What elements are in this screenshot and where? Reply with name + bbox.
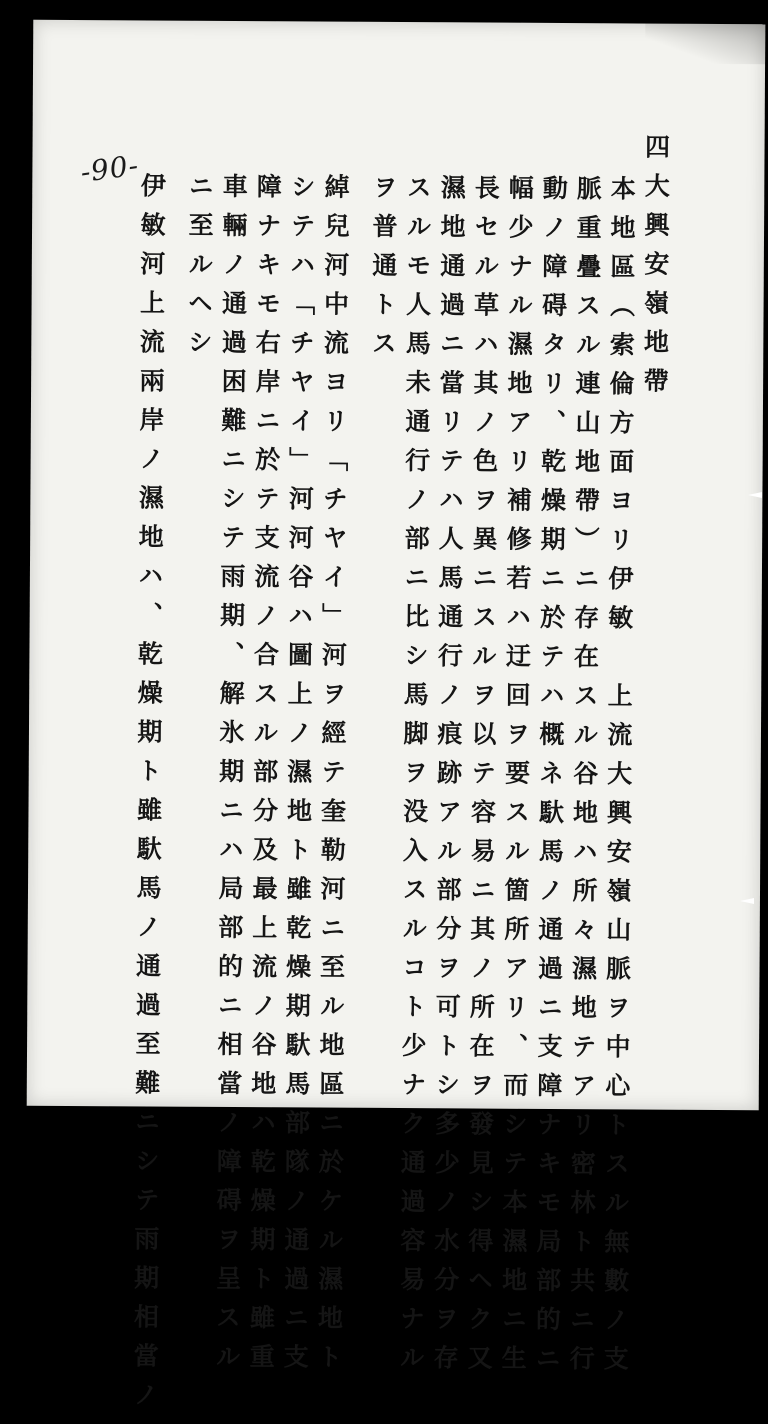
text-column-13: ニ至ルヘシ — [184, 172, 215, 368]
section-heading: 四大興安嶺地帶 — [639, 133, 671, 407]
text-column-10: シテハ「チヤイ」河河谷ハ圖上ノ濕地ト雖乾燥期馱馬部隊ノ通過ニ支 — [280, 173, 317, 1383]
text-column-7: スルモ人馬未通行ノ部ニ比シ馬脚ヲ没入スルコト少ナク通過容易ナル — [396, 174, 433, 1384]
text-column-9: 綽兒河中流ヨリ「チヤイ」河ヲ經テ奎勒河ニ至ル地區ニ於ケル濕地ト — [314, 173, 351, 1383]
text-column-3: 動ノ障碍タリ、乾燥期ニ於テハ概ネ馱馬ノ通過ニ支障ナキモ局部的ニ — [532, 174, 569, 1385]
text-column-12: 車輛ノ通過困難ニシテ雨期、解氷期ニハ局部的ニ相當ノ障碍ヲ呈スル — [212, 172, 249, 1383]
text-column-11: 障ナキモ右岸ニ於テ支流ノ合スル部分及最上流ノ谷地ハ乾燥期ト雖重 — [246, 173, 283, 1383]
text-column-2: 脈重疊スル連山地帶）ニ存在スル谷地ハ所々濕地テアリ密林ト共ニ行 — [565, 175, 603, 1385]
text-column-14: 伊敏河上流兩岸ノ濕地ハ、乾燥期ト雖馱馬ノ通過至難ニシテ雨期相當ノ — [129, 172, 167, 1421]
text-column-6: 濕地通過ニ當リテハ人馬通行ノ痕跡アル部分ヲ可トシ多少ノ水分ヲ存 — [430, 174, 467, 1384]
text-column-5: 長セル草ハ其ノ色ヲ異ニスルヲ以テ容易ニ其ノ所在ヲ發見シ得ヘク又 — [464, 174, 501, 1384]
text-column-4: 幅少ナル濕地アリ補修若ハ迂回ヲ要スル箇所アリ、而シテ本濕地ニ生 — [498, 174, 535, 1384]
scan-smudge — [645, 24, 765, 65]
document-paper — [27, 20, 766, 1421]
page-number: -90- — [78, 148, 141, 189]
text-column-8: ヲ普通トス — [368, 173, 399, 370]
text-column-1: 本地區（索倫方面ヨリ伊敏 上流大興安嶺山脈ヲ中心トスル無數ノ支 — [599, 175, 637, 1385]
